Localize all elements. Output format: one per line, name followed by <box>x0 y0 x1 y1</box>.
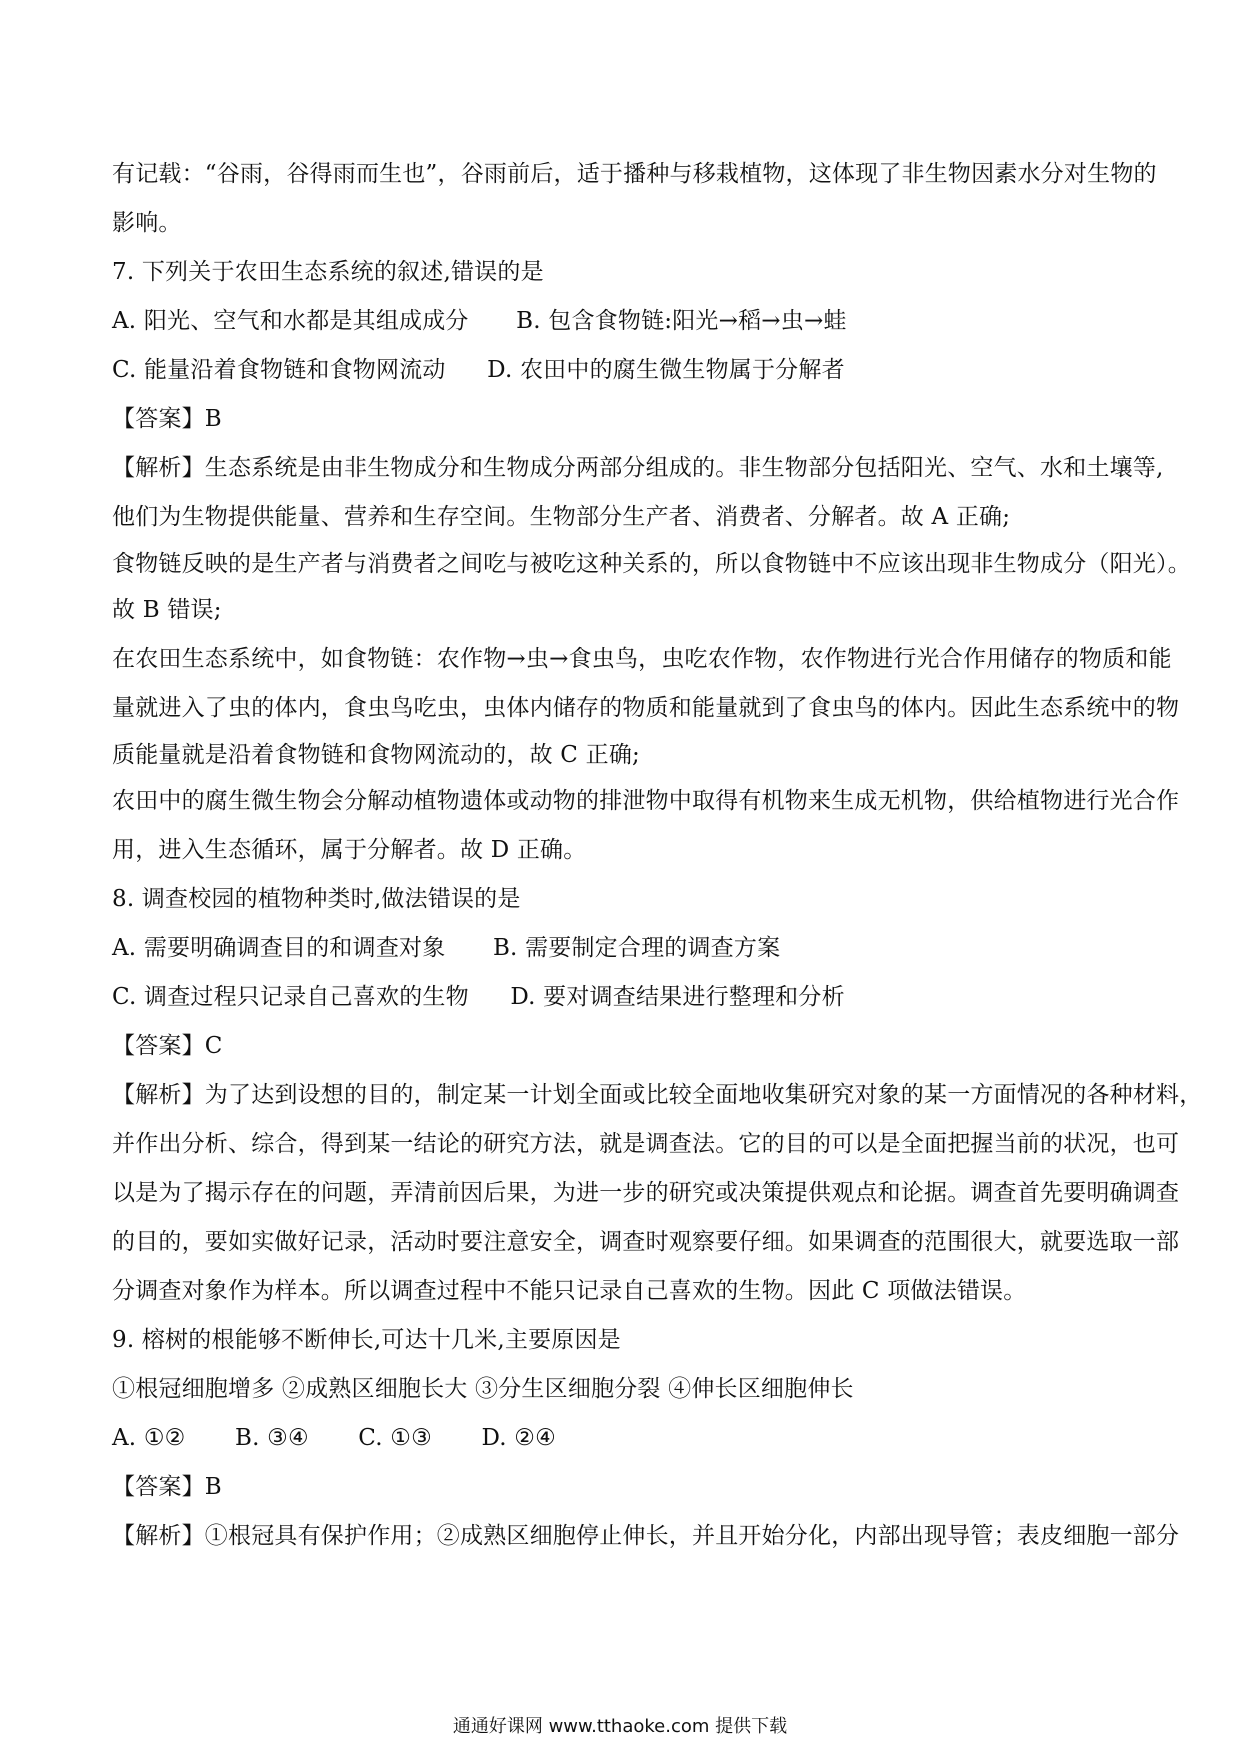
question-7-analysis-line-2: 他们为生物提供能量、营养和生存空间。生物部分生产者、消费者、分解者。故 A 正确; <box>112 504 1011 530</box>
page-footer: 通通好课网 www.tthaoke.com 提供下载 <box>452 1716 788 1737</box>
question-8-title: 8. 调查校园的植物种类时,做法错误的是 <box>112 886 521 912</box>
question-7-options-row-1 <box>112 297 1132 346</box>
option-b: B. 包含食物链:阳光→稻→虫→蛙 <box>516 308 847 334</box>
option-d: D. 要对调查结果进行整理和分析 <box>510 984 845 1010</box>
question-8-analysis-line-4: 的目的，要如实做好记录，活动时要注意安全，调查时观察要仔细。如果调查的范围很大，就要选取一部 <box>112 1229 1180 1255</box>
paragraph-line: 影响。 <box>112 210 182 236</box>
question-8-options-row-1 <box>112 924 1132 973</box>
option-c: C. 能量沿着食物链和食物网流动 <box>112 357 446 383</box>
option-b: B. ③④ <box>235 1425 309 1451</box>
question-7-analysis-line-7: 质能量就是沿着食物链和食物网流动的，故 C 正确; <box>112 742 640 768</box>
question-8-analysis-line-5: 分调查对象作为样本。所以调查过程中不能只记录自己喜欢的生物。因此 C 项做法错误。 <box>112 1278 1027 1304</box>
question-8-analysis-line-1: 【解析】为了达到设想的目的，制定某一计划全面或比较全面地收集研究对象的某一方面情况的各种材料， <box>112 1082 1203 1108</box>
question-8-analysis-line-2: 并作出分析、综合，得到某一结论的研究方法，就是调查法。它的目的可以是全面把握当前的状况，也可 <box>112 1131 1180 1157</box>
question-7-options-row-2 <box>112 346 1132 395</box>
question-9-statements: ①根冠细胞增多 ②成熟区细胞长大 ③分生区细胞分裂 ④伸长区细胞伸长 <box>112 1376 854 1402</box>
question-9-options <box>112 1414 1132 1463</box>
question-9-title: 9. 榕树的根能够不断伸长,可达十几米,主要原因是 <box>112 1327 621 1353</box>
option-c: C. 调查过程只记录自己喜欢的生物 <box>112 984 469 1010</box>
question-9-analysis-line-1: 【解析】①根冠具有保护作用；②成熟区细胞停止伸长，并且开始分化，内部出现导管；表皮细胞一部分 <box>112 1523 1180 1549</box>
question-7-analysis-line-5: 在农田生态系统中，如食物链：农作物→虫→食虫鸟，虫吃农作物，农作物进行光合作用储存的物质和能 <box>112 646 1172 672</box>
question-7-analysis-line-9: 用，进入生态循环，属于分解者。故 D 正确。 <box>112 837 587 863</box>
option-b: B. 需要制定合理的调查方案 <box>492 935 781 961</box>
question-8-analysis-line-3: 以是为了揭示存在的问题，弄清前因后果，为进一步的研究或决策提供观点和论据。调查首先要明确调查 <box>112 1180 1180 1206</box>
question-7-analysis-line-3: 食物链反映的是生产者与消费者之间吃与被吃这种关系的，所以食物链中不应该出现非生物成分（阳光）。 <box>112 551 1191 577</box>
option-c: C. ①③ <box>358 1425 432 1451</box>
question-7-analysis-line-4: 故 B 错误; <box>112 597 222 623</box>
question-8-answer: 【答案】C <box>112 1033 223 1059</box>
question-7-analysis-line-8: 农田中的腐生微生物会分解动植物遗体或动物的排泄物中取得有机物来生成无机物，供给植物进行光合作 <box>112 788 1180 814</box>
question-7-title: 7. 下列关于农田生态系统的叙述,错误的是 <box>112 259 544 285</box>
option-a: A. 需要明确调查目的和调查对象 <box>112 935 446 961</box>
option-a: A. ①② <box>112 1425 186 1451</box>
question-9-answer: 【答案】B <box>112 1474 222 1500</box>
question-7-analysis-line-6: 量就进入了虫的体内，食虫鸟吃虫，虫体内储存的物质和能量就到了食虫鸟的体内。因此生态系统中的物 <box>112 695 1180 721</box>
question-7-answer: 【答案】B <box>112 406 222 432</box>
question-7-analysis-line-1: 【解析】生态系统是由非生物成分和生物成分两部分组成的。非生物部分包括阳光、空气、水和土壤等, <box>112 455 1164 481</box>
option-d: D. 农田中的腐生微生物属于分解者 <box>487 357 845 383</box>
option-a: A. 阳光、空气和水都是其组成成分 <box>112 308 469 334</box>
paragraph-line: 有记载：“谷雨，谷得雨而生也”，谷雨前后，适于播种与移栽植物，这体现了非生物因素水分对生物的 <box>112 161 1157 187</box>
question-8-options-row-2 <box>112 973 1132 1022</box>
document-content <box>112 150 1203 1561</box>
option-d: D. ②④ <box>481 1425 556 1451</box>
